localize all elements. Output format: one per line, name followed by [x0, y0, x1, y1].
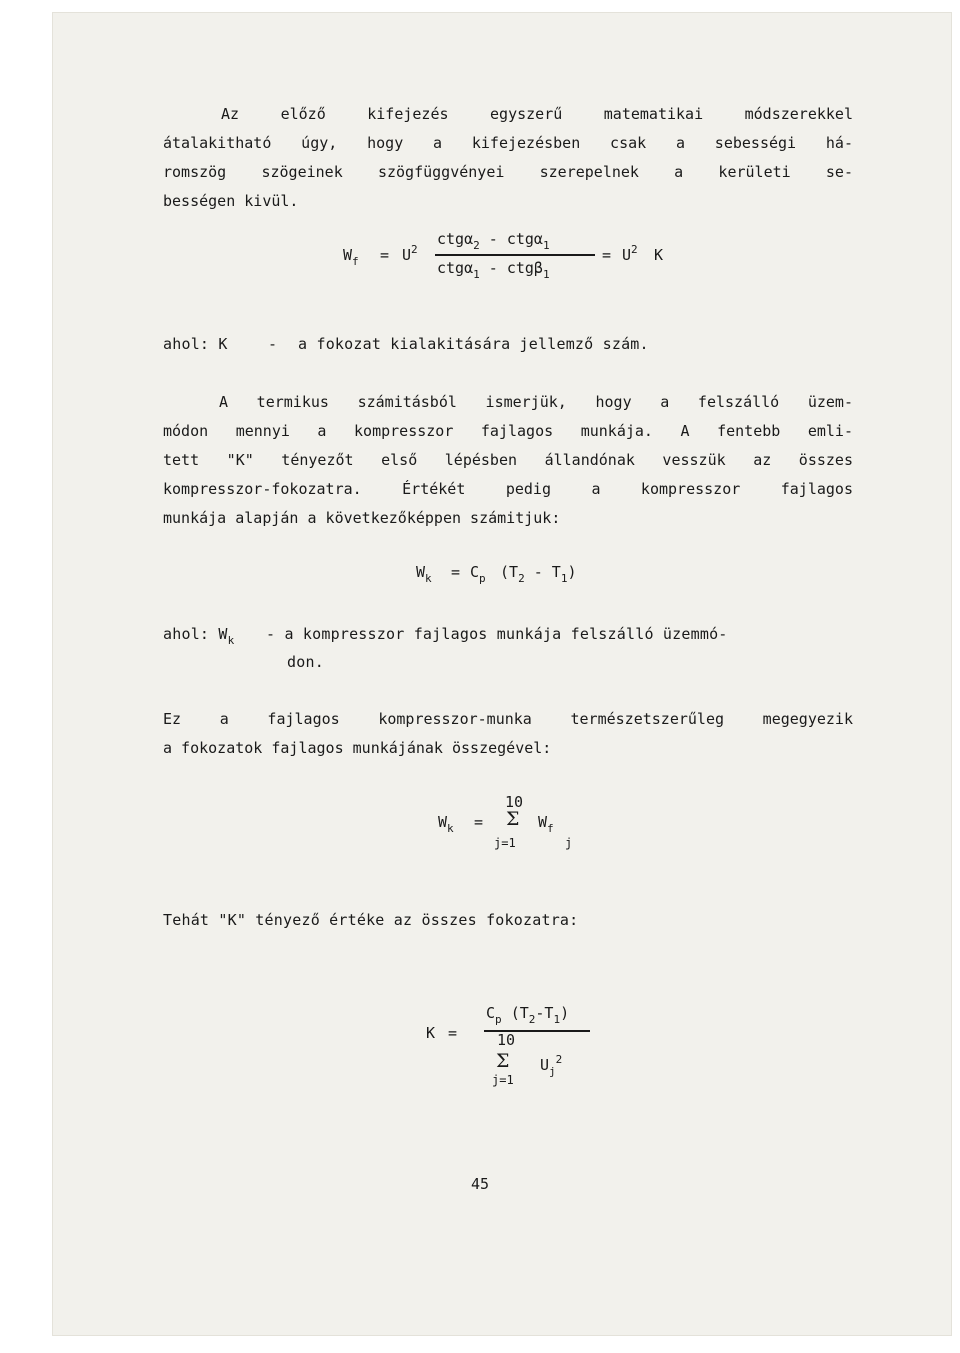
sum-lower-limit: j=1: [492, 1073, 514, 1087]
formula-subscript: j: [565, 836, 573, 850]
formula-term: $W_k$: [438, 813, 454, 835]
formula-numerator: $C_p$ $(T_2-T_1)$: [486, 1004, 570, 1026]
page-number: 45: [470, 1175, 490, 1193]
paragraph-line: Az előző kifejezés egyszerű matematikai módszerekkel: [221, 105, 853, 123]
paragraph-sum: [163, 705, 853, 763]
paragraph-line: átalakitható úgy, hogy a kifejezésben csak a sebességi há-: [163, 134, 853, 152]
formula-term: $U^2$: [622, 243, 638, 264]
formula-term: $C_p$: [470, 563, 486, 585]
where-dash: -: [268, 335, 278, 353]
paragraph-k-intro: Tehát "K" tényező értéke az összes fokozatra:: [163, 911, 579, 929]
where-description: a fokozat kialakitására jellemző szám.: [298, 335, 649, 353]
formula-term: K: [654, 246, 664, 264]
formula-equals: =: [602, 246, 612, 264]
paragraph-line: A termikus számitásból ismerjük, hogy a felszálló üzem-: [219, 393, 853, 411]
where-description: don.: [287, 653, 324, 671]
formula-equals: =: [451, 563, 461, 581]
formula-term: $(T_2 - T_1)$: [500, 563, 577, 585]
paragraph-line: romszög szögeinek szögfüggvényei szerepelnek a kerületi se-: [163, 163, 853, 181]
formula-numerator: ctgα$_2$ - ctgα$_1$: [437, 230, 550, 252]
paragraph-line: a fokozatok fajlagos munkájának összegével:: [163, 739, 552, 757]
paragraph-line: Ez a fajlagos kompresszor-munka természetszerűleg megegyezik: [163, 710, 853, 728]
where-label: ahol: $W_k$: [163, 625, 235, 647]
sum-upper-limit: 10: [505, 793, 524, 811]
paragraph-line: kompresszor-fokozatra. Értékét pedig a kompresszor fajlagos: [163, 480, 853, 498]
formula-denominator: ctgα$_1$ - ctgβ$_1$: [437, 259, 550, 281]
paragraph-thermal: [163, 388, 853, 533]
formula-equals: =: [474, 813, 484, 831]
paragraph-line: bességen kivül.: [163, 192, 299, 210]
fraction-bar: [435, 254, 595, 256]
sum-lower-limit: j=1: [494, 836, 516, 850]
formula-term: K: [426, 1024, 436, 1042]
paragraph-line: munkája alapján a következőképpen számitjuk:: [163, 509, 561, 527]
formula-term: $W_f$: [343, 246, 359, 268]
sum-upper-limit: 10: [497, 1031, 516, 1049]
sigma-symbol: Σ: [496, 1050, 510, 1072]
where-label: ahol: K: [163, 335, 228, 353]
formula-equals: =: [448, 1024, 458, 1042]
formula-term: $U^2$: [402, 243, 418, 264]
formula-equals: =: [380, 246, 390, 264]
where-description: - a kompresszor fajlagos munkája felszálló üzemmó-: [266, 625, 728, 643]
formula-term: $W_k$: [416, 563, 432, 585]
paragraph-intro: [163, 100, 853, 216]
formula-term: $U_j^2$: [540, 1053, 563, 1078]
paragraph-line: tett "K" tényezőt első lépésben állandónak vesszük az összes: [163, 451, 853, 469]
paragraph-line: módon mennyi a kompresszor fajlagos munkája. A fentebb emli-: [163, 422, 853, 440]
formula-term: $W_f$: [538, 813, 554, 835]
sigma-symbol: Σ: [506, 808, 520, 830]
